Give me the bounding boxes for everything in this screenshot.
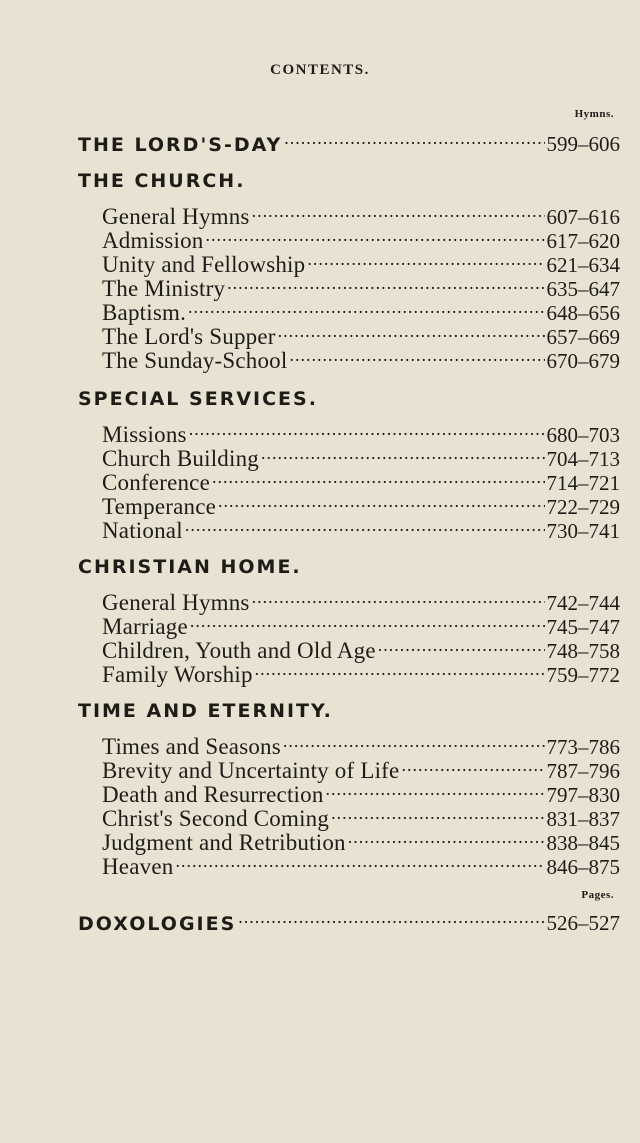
entry-label: Baptism. (102, 300, 187, 325)
entry-range: 773–786 (546, 735, 620, 759)
dot-leader (190, 609, 545, 633)
dot-leader (255, 657, 545, 681)
entry-range: 831–837 (546, 807, 620, 831)
dot-leader (218, 489, 544, 513)
entry-home-marriage (102, 610, 620, 639)
entry-label: Family Worship (102, 662, 253, 687)
entry-range: 670–679 (546, 349, 620, 373)
dot-leader (289, 343, 544, 367)
entry-label: Marriage (102, 614, 188, 639)
section-heading-special-services: SPECIAL SERVICES. (78, 388, 318, 410)
entry-range: 846–875 (546, 855, 620, 879)
dot-leader (252, 585, 545, 609)
entry-eternity-times-seasons (102, 730, 620, 759)
entry-lords-day (78, 127, 620, 156)
section-heading-time-and-eternity: TIME AND ETERNITY. (78, 700, 333, 722)
entry-label: The Lord's Supper (102, 324, 276, 349)
entry-range: 745–747 (546, 615, 620, 639)
dot-leader (284, 126, 544, 150)
entry-special-church-building (102, 442, 620, 471)
entry-special-conference (102, 466, 620, 495)
dot-leader (175, 849, 544, 873)
entry-range: 648–656 (546, 301, 620, 325)
entry-range: 635–647 (546, 277, 620, 301)
entry-label: Unity and Fellowship (102, 252, 306, 277)
entry-eternity-brevity (102, 754, 620, 783)
entry-range: 704–713 (546, 447, 620, 471)
entry-label: Church Building (102, 446, 259, 471)
entry-label: Death and Resurrection (102, 782, 324, 807)
entry-label: General Hymns (102, 590, 250, 615)
entry-label: The Ministry (102, 276, 226, 301)
entry-label: Brevity and Uncertainty of Life (102, 758, 400, 783)
dot-leader (401, 753, 544, 777)
section-heading-christian-home: CHRISTIAN HOME. (78, 556, 302, 578)
entry-eternity-second-coming (102, 802, 620, 831)
dot-leader (261, 441, 545, 465)
entry-range: 759–772 (546, 663, 620, 687)
entry-church-ministry (102, 272, 620, 301)
dot-leader (331, 801, 544, 825)
entry-range: 607–616 (546, 205, 620, 229)
dot-leader (227, 271, 544, 295)
entry-church-general-hymns (102, 200, 620, 229)
entry-church-baptism (102, 296, 620, 325)
entry-range: 526–527 (546, 911, 620, 935)
page-title: CONTENTS. (270, 62, 370, 78)
entry-church-unity (102, 248, 620, 277)
dot-leader (326, 777, 545, 801)
entry-range: 742–744 (546, 591, 620, 615)
entry-eternity-judgment (102, 826, 620, 855)
dot-leader (185, 513, 545, 537)
hymns-column-label: Hymns. (574, 108, 614, 120)
dot-leader (307, 247, 544, 271)
entry-label: Missions (102, 422, 187, 447)
entry-range: 748–758 (546, 639, 620, 663)
entry-range: 657–669 (546, 325, 620, 349)
dot-leader (205, 223, 544, 247)
entry-label: DOXOLOGIES (78, 913, 237, 935)
dot-leader (252, 199, 545, 223)
entry-label: Conference (102, 470, 210, 495)
entry-range: 730–741 (546, 519, 620, 543)
entry-label: Judgment and Retribution (102, 830, 346, 855)
entry-range: 722–729 (546, 495, 620, 519)
entry-label: Children, Youth and Old Age (102, 638, 376, 663)
entry-label: National (102, 518, 183, 543)
entry-label: Christ's Second Coming (102, 806, 330, 831)
entry-eternity-heaven (102, 850, 620, 879)
pages-column-label: Pages. (581, 889, 614, 901)
entry-label: Heaven (102, 854, 174, 879)
dot-leader (348, 825, 545, 849)
entry-home-family-worship (102, 658, 620, 687)
entry-church-lords-supper (102, 320, 620, 349)
entry-label: Temperance (102, 494, 217, 519)
entry-doxologies (78, 906, 620, 935)
entry-special-temperance (102, 490, 620, 519)
entry-label: Admission (102, 228, 204, 253)
entry-range: 617–620 (546, 229, 620, 253)
entry-range: 838–845 (546, 831, 620, 855)
entry-range: 621–634 (546, 253, 620, 277)
entry-special-missions (102, 418, 620, 447)
entry-range: 714–721 (546, 471, 620, 495)
entry-range: 599–606 (546, 132, 620, 156)
dot-leader (278, 319, 545, 343)
entry-label: THE LORD'S-DAY (78, 134, 283, 156)
dot-leader (212, 465, 545, 489)
section-heading-church: THE CHURCH. (78, 170, 246, 192)
entry-range: 680–703 (546, 423, 620, 447)
entry-label: General Hymns (102, 204, 250, 229)
entry-church-admission (102, 224, 620, 253)
entry-range: 797–830 (546, 783, 620, 807)
entry-eternity-death-resurrection (102, 778, 620, 807)
entry-church-sunday-school (102, 344, 620, 373)
entry-label: The Sunday-School (102, 348, 288, 373)
entry-label: Times and Seasons (102, 734, 281, 759)
entry-range: 787–796 (546, 759, 620, 783)
dot-leader (378, 633, 545, 657)
dot-leader (283, 729, 545, 753)
entry-home-general-hymns (102, 586, 620, 615)
entry-home-children-youth-old-age (102, 634, 620, 663)
dot-leader (189, 417, 545, 441)
entry-special-national (102, 514, 620, 543)
dot-leader (188, 295, 544, 319)
dot-leader (238, 905, 544, 929)
